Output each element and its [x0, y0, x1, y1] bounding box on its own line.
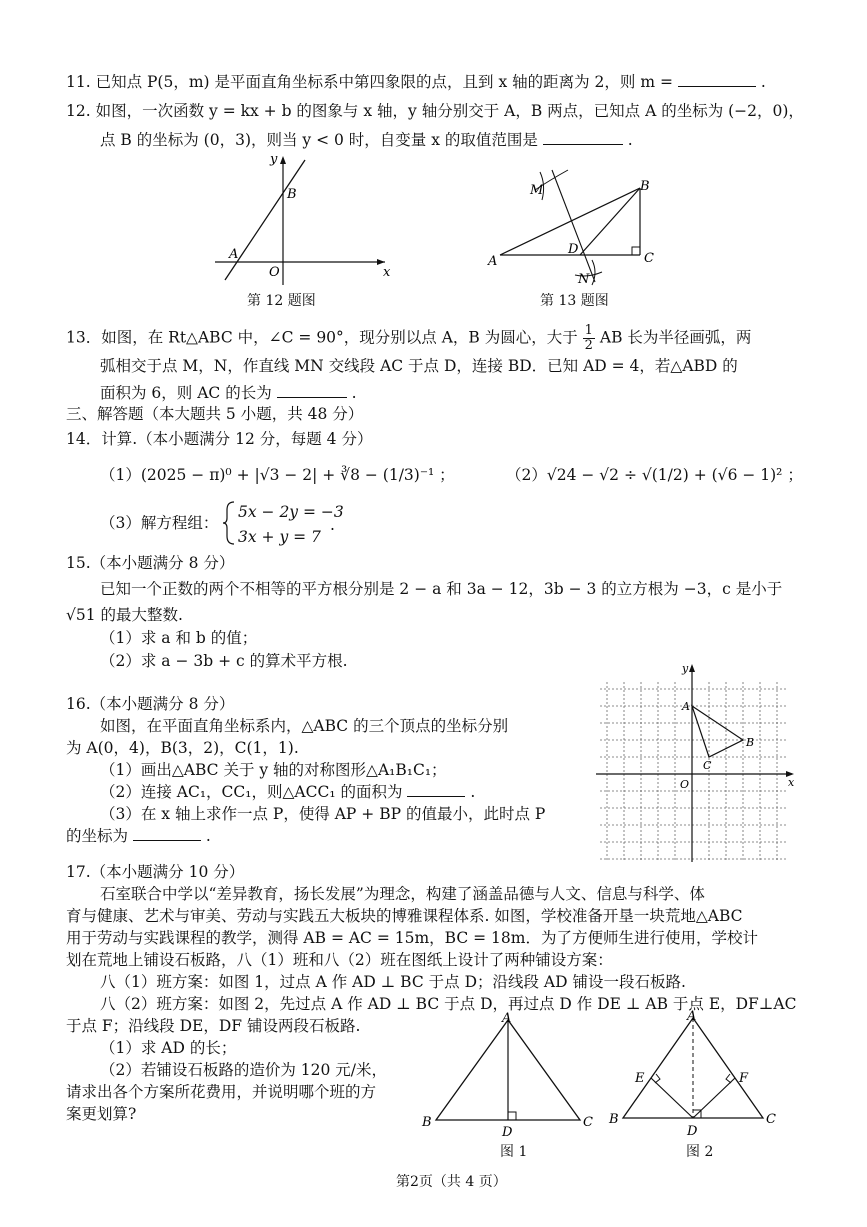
q14-eq2: 3x + y = 7: [238, 528, 321, 546]
q11-text: [66, 72, 766, 92]
q16-part3b-end: .: [205, 827, 211, 845]
fig2-label-A: A: [687, 1009, 697, 1024]
q17-figure-2: [605, 1008, 785, 1138]
q16-line2: 为 A(0，4)，B(3，2)，C(1，1).: [66, 739, 299, 757]
q13-frac-num: 1: [584, 323, 593, 338]
q16-part2-end: .: [470, 783, 476, 801]
fig12-label-y: y: [270, 152, 278, 167]
q13-line1-a: 13．如图，在 Rt△ABC 中，∠C = 90°，现分别以点 A，B 为圆心，大于: [66, 328, 578, 347]
grid-label-y: y: [682, 662, 689, 675]
fig2-label-D: D: [687, 1124, 698, 1138]
q17-title: 17.（本小题满分 10 分）: [66, 863, 245, 881]
q15-part1: （1）求 a 和 b 的值；: [100, 629, 258, 647]
q17-line3: 用于劳动与实践课程的教学，测得 AB = AC = 15m，BC = 18m．为了方便师生进行使用，学校计: [66, 929, 758, 947]
grid-label-B: B: [746, 736, 755, 749]
q16-part2: [100, 782, 475, 802]
q13-end: .: [351, 384, 357, 402]
fig1-label-A: A: [502, 1011, 512, 1026]
fig12-label-x: x: [383, 265, 391, 280]
fig13-label-N: N: [578, 272, 590, 287]
fig2-label-F: F: [739, 1071, 749, 1086]
q17-part1: （1）求 AD 的长；: [100, 1039, 237, 1057]
q17-line4: 划在荒地上铺设石板路，八（1）班和八（2）班在图纸上设计了两种铺设方案：: [66, 951, 613, 969]
page-footer: 第2页（共 4 页）: [396, 1174, 507, 1190]
q14-eq1: 5x − 2y = −3: [238, 503, 344, 521]
q15-title: 15.（本小题满分 8 分）: [66, 554, 235, 572]
q16-part1: （1）画出△ABC 关于 y 轴的对称图形△A₁B₁C₁；: [100, 761, 447, 779]
q11-answer-blank[interactable]: [678, 72, 756, 87]
fig2-label-B: B: [609, 1112, 619, 1127]
q17-part2c: 案更划算?: [66, 1105, 137, 1123]
q14-part1: （1）(2025 − π)⁰ + |√3 − 2| + ∛8 − (1/3)⁻¹ ；: [100, 466, 455, 484]
q13-answer-blank[interactable]: [277, 383, 347, 398]
q17-part2: （2）若铺设石板路的造价为 120 元/米，: [100, 1061, 388, 1079]
q17-line1: 石室联合中学以“差异教育，扬长发展”为理念，构建了涵盖品德与人文、信息与科学、体: [100, 885, 705, 903]
figure-12: [205, 150, 405, 290]
q14-part3-label: （3）解方程组：: [100, 514, 219, 532]
q13-line3: [100, 383, 357, 403]
q12-stem: 点 B 的坐标为 (0，3)，则当 y < 0 时，自变量 x 的取值范围是: [100, 131, 538, 149]
grid-label-x: x: [788, 776, 795, 789]
q17-line7: 于点 F；沿线段 DE，DF 铺设两段石板路.: [66, 1017, 361, 1035]
q17-fig2-caption: 图 2: [686, 1144, 714, 1160]
fig13-label-M: M: [530, 183, 544, 198]
q17-figure-1: [418, 1008, 598, 1138]
q15-line2: √51 的最大整数.: [66, 606, 183, 624]
q17-line6: 八（2）班方案：如图 2，先过点 A 作 AD ⊥ BC 于点 D，再过点 D 作 DE ⊥ AB 于点 E，DF⊥AC: [100, 995, 797, 1013]
fig2-label-E: E: [635, 1071, 645, 1086]
grid-label-A: A: [682, 700, 690, 713]
q16-part3: （3）在 x 轴上求作一点 P，使得 AP + BP 的值最小，此时点 P: [100, 805, 546, 823]
q16-line1: 如图，在平面直角坐标系内，△ABC 的三个顶点的坐标分别: [100, 717, 509, 735]
q15-part2: （2）求 a − 3b + c 的算术平方根.: [100, 652, 348, 670]
q16-part3b: [66, 826, 211, 846]
q12-end: .: [627, 131, 633, 149]
q16-part2-stem: （2）连接 AC₁，CC₁，则△ACC₁ 的面积为: [100, 783, 403, 801]
q16-coordinate-grid: [590, 662, 800, 866]
fig1-label-D: D: [502, 1125, 513, 1138]
q17-fig1-caption: 图 1: [500, 1144, 528, 1160]
grid-label-O: O: [680, 778, 690, 791]
fig12-label-O: O: [269, 265, 280, 280]
q13-line1: [66, 324, 751, 353]
q16-title: 16.（本小题满分 8 分）: [66, 695, 235, 713]
q12-line2: [100, 130, 633, 150]
grid-label-C: C: [703, 759, 712, 772]
q14-part2: （2）√24 − √2 ÷ √(1/2) + (√6 − 1)² ；: [506, 466, 803, 484]
q13-line2: 弧相交于点 M，N，作直线 MN 交线段 AC 于点 D，连接 BD．已知 AD = 4，若△ABD 的: [100, 357, 738, 375]
q14-brace-icon: [222, 500, 236, 546]
q11-stem: 11. 已知点 P(5，m) 是平面直角坐标系中第四象限的点，且到 x 轴的距离为 2，则 m =: [66, 73, 673, 91]
fig12-label-A: A: [229, 247, 239, 262]
section-3-heading: 三、解答题（本大题共 5 小题，共 48 分）: [66, 405, 364, 423]
fig13-caption: 第 13 题图: [540, 293, 609, 309]
fig13-label-C: C: [644, 251, 654, 266]
q17-part2b: 请求出各个方案所花费用，并说明哪个班的方: [66, 1083, 377, 1101]
figure-13: [480, 150, 670, 290]
q13-line1-b: AB 长为半径画弧，两: [599, 328, 752, 347]
fig12-caption: 第 12 题图: [247, 293, 316, 309]
q17-line5: 八（1）班方案：如图 1，过点 A 作 AD ⊥ BC 于点 D；沿线段 AD 铺设一段石板路.: [100, 973, 686, 991]
fig13-label-D: D: [568, 242, 579, 257]
q14-part3-end: .: [330, 516, 335, 534]
fig13-label-B: B: [640, 179, 650, 194]
q11-end: .: [760, 73, 766, 91]
fig13-label-A: A: [488, 254, 498, 269]
q13-stem: 面积为 6，则 AC 的长为: [100, 384, 272, 402]
fig1-label-C: C: [583, 1115, 593, 1130]
q16-part2-blank[interactable]: [407, 782, 465, 797]
q13-frac-den: 2: [584, 338, 593, 353]
q12-answer-blank[interactable]: [543, 130, 623, 145]
q12-line1: 12. 如图，一次函数 y = kx + b 的图象与 x 轴，y 轴分别交于 A，B 两点，已知点 A 的坐标为 (−2，0)，: [66, 102, 804, 120]
q16-part3b-stem: 的坐标为: [66, 827, 129, 845]
q16-part3-blank[interactable]: [133, 826, 201, 841]
fig1-label-B: B: [422, 1115, 432, 1130]
q17-line2: 育与健康、艺术与审美、劳动与实践五大板块的博雅课程体系. 如图，学校准备开垦一块荒地△ABC: [66, 907, 743, 925]
q14-title: 14．计算.（本小题满分 12 分，每题 4 分）: [66, 430, 373, 448]
q15-line1: 已知一个正数的两个不相等的平方根分别是 2 − a 和 3a − 12，3b − 3 的立方根为 −3，c 是小于: [100, 580, 783, 598]
fig12-label-B: B: [287, 187, 297, 202]
q13-fraction: [583, 324, 595, 353]
fig2-label-C: C: [766, 1112, 776, 1127]
